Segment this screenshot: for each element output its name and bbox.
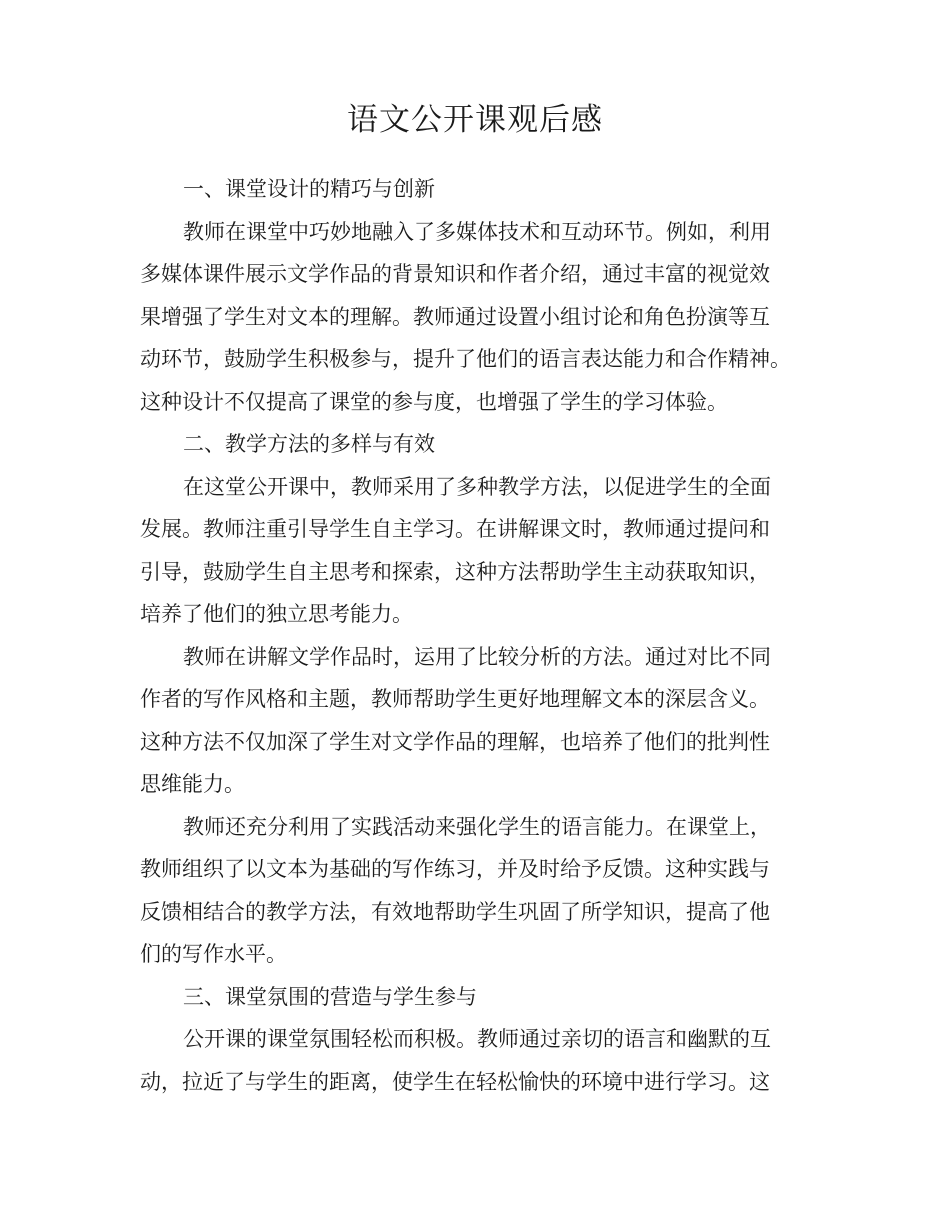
paragraph-line: 这种方法不仅加深了学生对文学作品的理解，也培养了他们的批判性	[140, 729, 770, 754]
paragraph-line: 果增强了学生对文本的理解。教师通过设置小组讨论和角色扮演等互	[140, 304, 770, 329]
paragraph-line: 作者的写作风格和主题，教师帮助学生更好地理解文本的深层含义。	[140, 687, 770, 711]
paragraph-line: 培养了他们的独立思考能力。	[140, 602, 413, 626]
section-heading-1: 一、课堂设计的精巧与创新	[183, 177, 435, 201]
paragraph-line: 教师在讲解文学作品时，运用了比较分析的方法。通过对比不同	[183, 644, 771, 669]
paragraph-line: 反馈相结合的教学方法，有效地帮助学生巩固了所学知识，提高了他	[140, 899, 770, 924]
paragraph-line: 们的写作水平。	[140, 942, 287, 966]
paragraph-line: 引导，鼓励学生自主思考和探索，这种方法帮助学生主动获取知识，	[140, 559, 770, 584]
document-title: 语文公开课观后感	[347, 102, 603, 138]
paragraph-line: 公开课的课堂氛围轻松而积极。教师通过亲切的语言和幽默的互	[183, 1027, 771, 1051]
section-heading-2: 二、教学方法的多样与有效	[183, 432, 435, 456]
paragraph-line: 这种设计不仅提高了课堂的参与度，也增强了学生的学习体验。	[140, 389, 728, 414]
paragraph-line: 在这堂公开课中，教师采用了多种教学方法，以促进学生的全面	[183, 474, 771, 499]
paragraph-line: 教师组织了以文本为基础的写作练习，并及时给予反馈。这种实践与	[140, 857, 770, 881]
paragraph-line: 思维能力。	[140, 772, 245, 796]
paragraph-line: 动环节，鼓励学生积极参与，提升了他们的语言表达能力和合作精神。	[140, 347, 791, 371]
paragraph-line: 多媒体课件展示文学作品的背景知识和作者介绍，通过丰富的视觉效	[140, 262, 770, 286]
paragraph-line: 教师在课堂中巧妙地融入了多媒体技术和互动环节。例如，利用	[183, 219, 771, 244]
document-body	[140, 168, 840, 1103]
paragraph-line: 动，拉近了与学生的距离，使学生在轻松愉快的环境中进行学习。这	[140, 1069, 770, 1094]
section-heading-3: 三、课堂氛围的营造与学生参与	[183, 984, 477, 1009]
paragraph-line: 教师还充分利用了实践活动来强化学生的语言能力。在课堂上，	[183, 814, 771, 839]
paragraph-line: 发展。教师注重引导学生自主学习。在讲解课文时，教师通过提问和	[140, 517, 770, 541]
